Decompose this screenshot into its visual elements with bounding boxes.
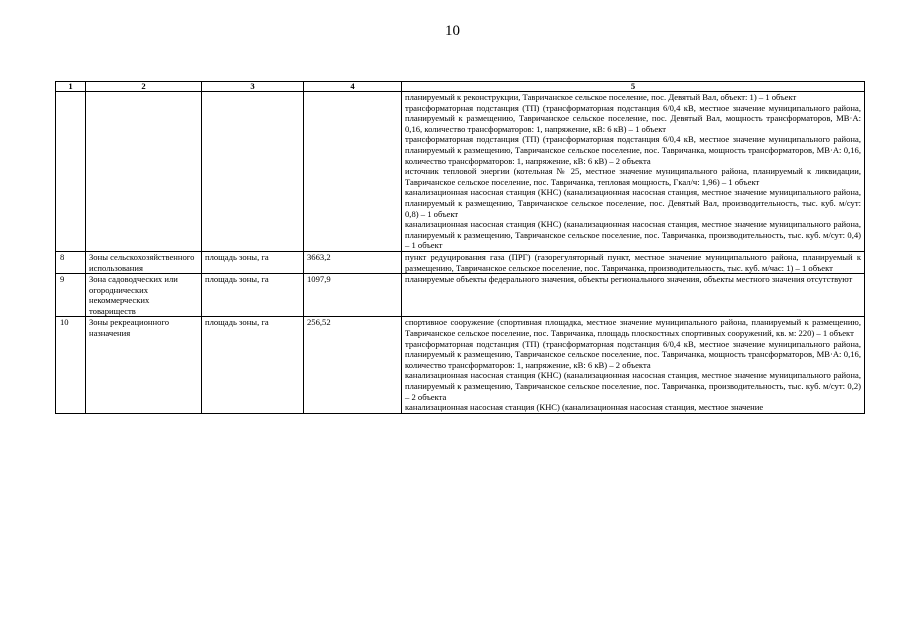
objects-cell (402, 274, 865, 317)
row-number: 8 (56, 251, 86, 273)
object-entry: источник тепловой энергии (котельная № 25, местное значение муниципального района, планируемый к ликвидации, Тавричанское сельское поселение, пос. Тавричанка, тепловая мощность, Гкал/ч: 1,96) – 1 объект (405, 166, 861, 187)
zone-parameter: площадь зоны, га (202, 317, 304, 413)
zone-value: 256,52 (304, 317, 402, 413)
row-number: 10 (56, 317, 86, 413)
zones-table (55, 81, 865, 414)
column-header: 1 (56, 82, 86, 92)
object-entry: канализационная насосная станция (КНС) (канализационная насосная станция, местное значение муниципального района, планируемый к размещению, Тавричанское сельское поселение, пос. Тавричанка, производительность, тыс. куб. м/сут: 0,2) – 2 объекта (405, 370, 861, 402)
object-entry: планируемый к реконструкции, Тавричанское сельское поселение, пос. Девятый Вал, объект: 1) – 1 объект (405, 92, 797, 102)
objects-cell (402, 251, 865, 273)
zone-value (304, 92, 402, 252)
table-row (56, 92, 865, 252)
object-entry: трансформаторная подстанция (ТП) (трансформаторная подстанция 6/0,4 кВ, местное значение муниципального района, планируемый к размещению, Тавричанское сельское поселение, пос. Тавричанка, мощность трансформаторов, МВ·А: 0,16, количество трансформаторов: 1, напряжение, кВ: 6 кВ) – 2 объекта (405, 338, 861, 370)
objects-cell (402, 317, 865, 413)
zone-name (86, 92, 202, 252)
zone-value: 3663,2 (304, 251, 402, 273)
objects-cell (402, 92, 865, 252)
table-header (56, 82, 865, 92)
row-number (56, 92, 86, 252)
object-entry: трансформаторная подстанция (ТП) (трансформаторная подстанция 6/0,4 кВ, местное значение муниципального района, планируемый к размещению, Тавричанское сельское поселение, пос. Тавричанка, мощность трансформаторов, МВ·А: 0,16, количество трансформаторов: 1, напряжение, кВ: 6 кВ) – 2 объекта (405, 134, 861, 166)
column-header: 2 (86, 82, 202, 92)
column-header: 5 (402, 82, 865, 92)
zone-parameter: площадь зоны, га (202, 274, 304, 317)
table-row (56, 251, 865, 273)
zone-name: Зоны сельскохозяйственного использования (86, 251, 202, 273)
column-header: 4 (304, 82, 402, 92)
object-entry: пункт редуцирования газа (ПРГ) (газорегуляторный пункт, местное значение муниципального района, планируемый к размещению, Тавричанское сельское поселение, пос. Тавричанка, производительность, тыс. куб. м/час: 1) – 1 объект (405, 251, 861, 273)
page-number: 10 (445, 23, 460, 39)
zone-name: Зоны рекреационного назначения (86, 317, 202, 413)
zone-value: 1097,9 (304, 274, 402, 317)
zone-parameter (202, 92, 304, 252)
object-entry: спортивное сооружение (спортивная площадка, местное значение муниципального района, планируемый к размещению, Тавричанское сельское поселение, пос. Тавричанка, площадь плоскостных спортивных сооружений, кв. м: 220) – 1 объект (405, 317, 861, 339)
object-entry: канализационная насосная станция (КНС) (канализационная насосная станция, местное значение (405, 402, 764, 413)
column-header: 3 (202, 82, 304, 92)
zone-name: Зона садоводческих или огороднических некоммерческих товариществ (86, 274, 202, 317)
table-row (56, 274, 865, 317)
object-entry: планируемые объекты федерального значения, объекты регионального значения, объекты местного значения отсутствуют (405, 274, 853, 285)
object-entry: канализационная насосная станция (КНС) (канализационная насосная станция, местное значение муниципального района, планируемый к размещению, Тавричанское сельское поселение, пос. Тавричанка, производительность, тыс. куб. м/сут: 0,4) – 1 объект (405, 219, 861, 251)
zone-parameter: площадь зоны, га (202, 251, 304, 273)
table-row (56, 317, 865, 413)
object-entry: канализационная насосная станция (КНС) (канализационная насосная станция, местное значение муниципального района, планируемый к размещению, Тавричанское сельское поселение, пос. Девятый Вал, производительность, тыс. куб. м/сут: 0,8) – 1 объект (405, 187, 861, 219)
object-entry: трансформаторная подстанция (ТП) (трансформаторная подстанция 6/0,4 кВ, местное значение муниципального района, планируемый к размещению, Тавричанское сельское поселение, пос. Девятый Вал, мощность трансформаторов, МВ·А: 0,16, количество трансформаторов: 1, напряжение, кВ: 6 кВ) – 1 объект (405, 102, 861, 134)
row-number: 9 (56, 274, 86, 317)
